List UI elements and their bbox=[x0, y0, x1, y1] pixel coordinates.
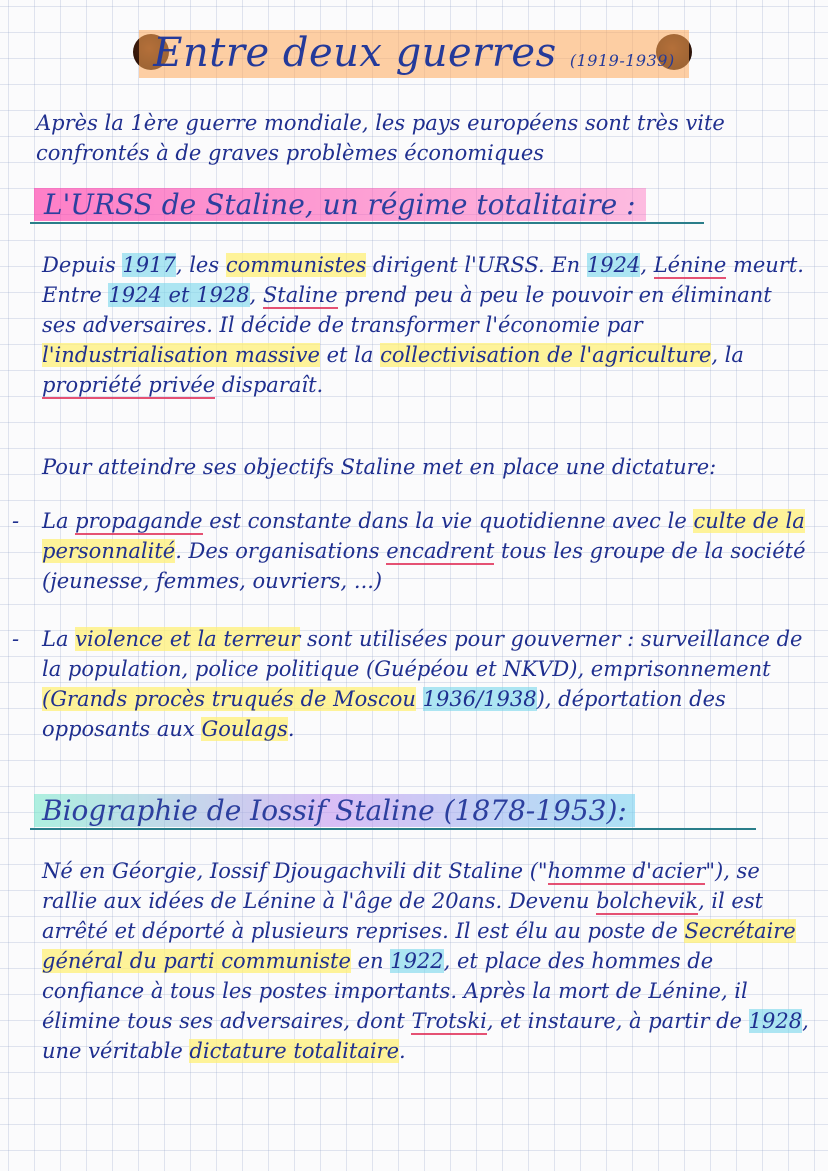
p3-segment: en bbox=[350, 949, 391, 973]
bullet-propagande bbox=[12, 506, 812, 596]
page-title bbox=[0, 30, 828, 76]
title-text: Entre deux guerres bbox=[153, 30, 557, 76]
p3-segment: homme d'acier bbox=[547, 859, 706, 883]
bullet-propagande-text bbox=[42, 509, 806, 593]
title-highlight bbox=[139, 30, 688, 78]
bullet1-segment: tous les groupe de la société (jeunesse, femmes, ouvriers, ...) bbox=[42, 539, 806, 593]
p3-segment: , et place des hommes de confiance à tous les postes importants. Après la mort de Lénine, il élimine tous ses adversaires, dont bbox=[42, 949, 748, 1033]
p1-segment: , bbox=[640, 253, 654, 277]
bullet1-segment: propagande bbox=[75, 509, 203, 533]
bullet1-segment: encadrent bbox=[386, 539, 495, 563]
p1-segment: , les bbox=[175, 253, 226, 277]
p3-segment: Trotski bbox=[411, 1009, 487, 1033]
bullet2-segment: La bbox=[42, 627, 76, 651]
p1-segment: dirigent l'URSS. En bbox=[366, 253, 587, 277]
paragraph-dictature-intro: Pour atteindre ses objectifs Staline met en place une dictature: bbox=[42, 455, 717, 479]
p1-segment: meurt. Entre bbox=[42, 253, 804, 307]
p3-segment: Secrétaire général du parti communiste bbox=[42, 919, 796, 973]
bullet2-segment: violence et la terreur bbox=[75, 627, 301, 651]
p1-segment: prend peu à peu le pouvoir en éliminant ses adversaires. Il décide de transformer l'économie par bbox=[42, 283, 772, 337]
p1-segment: Depuis bbox=[42, 253, 123, 277]
p3-segment: 1928 bbox=[748, 1009, 803, 1033]
p1-segment: collectivisation de l'agriculture bbox=[380, 343, 712, 367]
bullet1-segment: culte de la personnalité bbox=[42, 509, 805, 563]
bullet2-segment: Goulags bbox=[201, 717, 288, 741]
p1-segment: , bbox=[249, 283, 263, 307]
section-heading-urss-text: L'URSS de Staline, un régime totalitaire : bbox=[34, 188, 646, 221]
p1-segment: 1924 bbox=[586, 253, 641, 277]
p1-segment: Lénine bbox=[653, 253, 727, 277]
p3-segment: "), se rallie aux idées de Lénine à l'âge de 20ans. Devenu bbox=[42, 859, 760, 913]
p3-segment: , il est arrêté et déporté à plusieurs reprises. Il est élu au poste de bbox=[42, 889, 764, 943]
bullet1-segment: . Des organisations bbox=[175, 539, 387, 563]
p3-segment: Né en Géorgie, Iossif Djougachvili dit Staline (" bbox=[42, 859, 548, 883]
section-heading-biographie bbox=[30, 794, 756, 830]
p1-segment: propriété privée bbox=[42, 373, 216, 397]
p1-segment: l'industrialisation massive bbox=[42, 343, 320, 367]
section-heading-biographie-text: Biographie de Iossif Staline (1878-1953): bbox=[34, 794, 635, 827]
paragraph-biographie bbox=[42, 856, 812, 1066]
bullet2-segment: . bbox=[287, 717, 295, 741]
p1-segment: Staline bbox=[262, 283, 338, 307]
bullet2-segment bbox=[416, 687, 423, 711]
bullet2-segment: (Grands procès truqués de Moscou bbox=[42, 687, 416, 711]
p3-segment: 1922 bbox=[390, 949, 444, 973]
p3-segment: dictature totalitaire bbox=[189, 1039, 400, 1063]
p1-segment: et la bbox=[319, 343, 381, 367]
p3-segment: , et instaure, à partir de bbox=[486, 1009, 749, 1033]
p3-segment: , une véritable bbox=[42, 1009, 809, 1063]
p1-segment: 1917 bbox=[122, 253, 176, 277]
p1-segment: 1924 et 1928 bbox=[108, 283, 250, 307]
title-dates: (1919-1939) bbox=[569, 51, 675, 70]
bullet2-segment: 1936/1938 bbox=[422, 687, 537, 711]
p1-segment: disparaît. bbox=[215, 373, 324, 397]
paragraph-staline-power bbox=[42, 250, 812, 400]
bullet-violence bbox=[12, 624, 812, 744]
bullet1-segment: est constante dans la vie quotidienne avec le bbox=[202, 509, 694, 533]
p1-segment: , la bbox=[711, 343, 744, 367]
bullet-dash: - bbox=[12, 627, 20, 651]
p3-segment: . bbox=[399, 1039, 406, 1063]
p1-segment: communistes bbox=[225, 253, 367, 277]
bullet2-segment: sont utilisées pour gouverner : surveillance de la population, police politique (Guépéou et NKVD), emprisonnement bbox=[42, 627, 803, 681]
bullet1-segment: La bbox=[42, 509, 76, 533]
bullet-violence-text bbox=[42, 627, 802, 741]
bullet-dash: - bbox=[12, 509, 20, 533]
section-heading-urss bbox=[30, 188, 704, 224]
p3-segment: bolchevik bbox=[596, 889, 698, 913]
intro-paragraph: Après la 1ère guerre mondiale, les pays européens sont très vite confrontés à de graves problèmes économiques bbox=[36, 111, 725, 165]
bullet2-segment: ), déportation des opposants aux bbox=[42, 687, 726, 741]
